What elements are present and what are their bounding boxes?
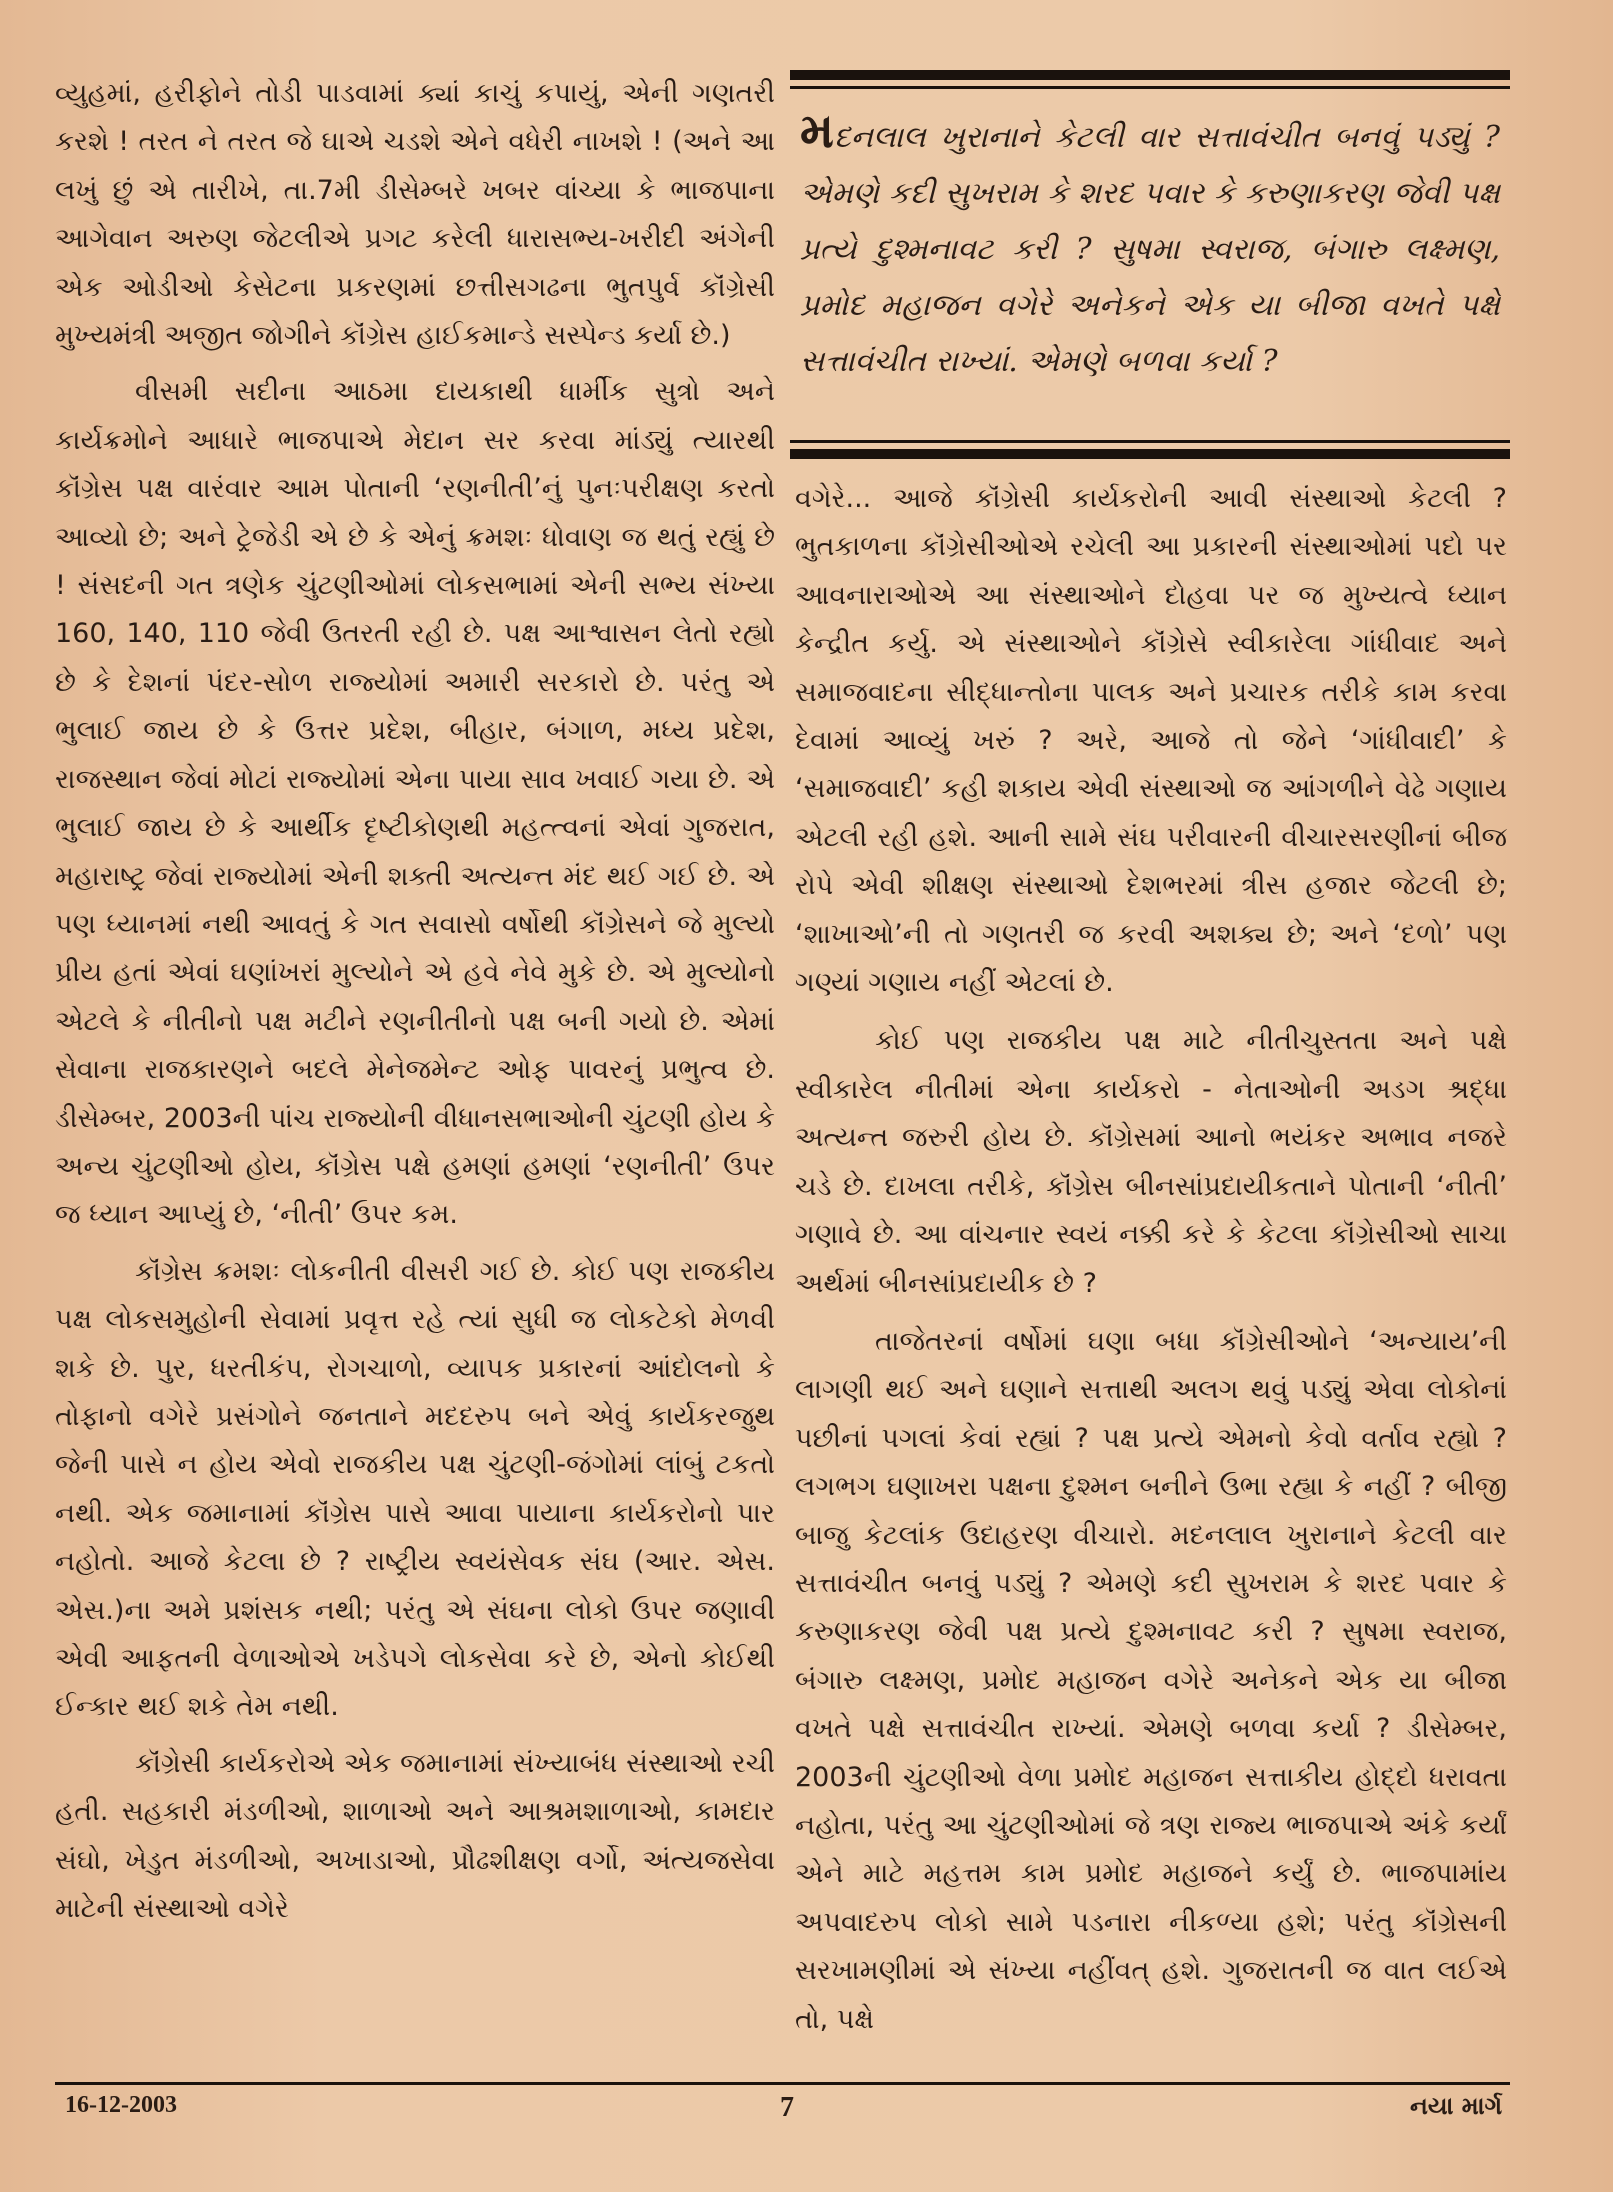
magazine-name: નયા માર્ગ: [1410, 2092, 1503, 2120]
body-paragraph: વગેરે... આજે કૉંગ્રેસી કાર્યકરોની આવી સંસ્થાઓ કેટલી ? ભુતકાળના કૉંગ્રેસીઓએ રચેલી આ પ્રકારની સંસ્થાઓમાં પદો પર આવનારાઓએ આ સંસ્થાઓને દોહવા પર જ મુખ્યત્વે ધ્યાન કેન્દ્રીત કર્યુ. એ સંસ્થાઓને કૉંગ્રેસે સ્વીકારેલા ગાંધીવાદ અને સમાજવાદના સીદ્ધાન્તોના પાલક અને પ્રચારક તરીકે કામ કરવા દેવામાં આવ્યું ખરું ? અરે, આજે તો જેને ‘ગાંધીવાદી’ કે ‘સમાજવાદી’ કહી શકાય એવી સંસ્થાઓ જ આંગળીને વેઢે ગણાય એટલી રહી હશે. આની સામે સંઘ પરીવારની વીચારસરણીનાં બીજ રોપે એવી શીક્ષણ સંસ્થાઓ દેશભરમાં ત્રીસ હજાર જેટલી છે; ‘શાખાઓ’ની તો ગણતરી જ કરવી અશક્ય છે; અને ‘દળો’ પણ ગણ્યાં ગણાય નહીં એટલાં છે.: [795, 483, 1507, 999]
thin-rule: [790, 440, 1510, 443]
body-paragraph: વીસમી સદીના આઠમા દાયકાથી ધાર્મીક સુત્રો અને કાર્યક્રમોને આધારે ભાજપાએ મેદાન સર કરવા માંડ્યું ત્યારથી કૉંગ્રેસ પક્ષ વારંવાર આમ પોતાની ‘રણનીતી’નું પુનઃપરીક્ષણ કરતો આવ્યો છે; અને ટ્રેજેડી એ છે કે એનું ક્રમશઃ ધોવાણ જ થતું રહ્યું છે ! સંસદની ગત ત્રણેક ચુંટણીઓમાં લોકસભામાં એની સભ્ય સંખ્યા 160, 140, 110 જેવી ઉતરતી રહી છે. પક્ષ આશ્વાસન લેતો રહ્યો છે કે દેશનાં પંદર-સોળ રાજ્યોમાં અમારી સરકારો છે. પરંતુ એ ભુલાઈ જાય છે કે ઉત્તર પ્રદેશ, બીહાર, બંગાળ, મધ્ય પ્રદેશ, રાજસ્થાન જેવાં મોટાં રાજ્યોમાં એના પાયા સાવ ખવાઈ ગયા છે. એ ભુલાઈ જાય છે કે આર્થીક દૃષ્ટીકોણથી મહત્ત્વનાં એવાં ગુજરાત, મહારાષ્ટ્ર જેવાં રાજ્યોમાં એની શક્તી અત્યન્ત મંદ થઈ ગઈ છે. એ પણ ધ્યાનમાં નથી આવતું કે ગત સવાસો વર્ષોથી કૉંગ્રેસને જે મુલ્યો પ્રીય હતાં એવાં ઘણાંખરાં મુલ્યોને એ હવે નેવે મુકે છે. એ મુલ્યોનો એટલે કે નીતીનો પક્ષ મટીને રણનીતીનો પક્ષ બની ગયો છે. એમાં સેવાના રાજકારણને બદલે મેનેજમેન્ટ ઓફ પાવરનું પ્રભુત્વ છે. ડીસેમ્બર, 2003ની પાંચ રાજ્યોની વીધાનસભાઓની ચુંટણી હોય કે અન્ય ચુંટણીઓ હોય, કૉંગ્રેસ પક્ષે હમણાં હમણાં ‘રણનીતી’ ઉપર જ ધ્યાન આપ્યું છે, ‘નીતી’ ઉપર કમ.: [55, 376, 775, 1231]
footer-rule: [55, 2082, 1510, 2085]
pull-quote-text: દનલાલ ખુરાનાને કેટલી વાર સત્તાવંચીત બનવું પડ્યું ? એમણે કદી સુખરામ કે શરદ પવાર કે કરુણાકરણ જેવી પક્ષ પ્રત્યે દુશ્મનાવટ કરી ? સુષમા સ્વરાજ, બંગારુ લક્ષ્મણ, પ્રમોદ મહાજન વગેરે અનેકને એક યા બીજા વખતે પક્ષે સત્તાવંચીત રાખ્યાં. એમણે બળવા કર્યા ?: [800, 120, 1500, 379]
pull-quote-top-rule: [790, 70, 1510, 89]
thick-rule: [790, 449, 1510, 459]
pull-quote: [800, 103, 1500, 390]
page-number: 7: [780, 2092, 794, 2123]
body-paragraph: વ્યુહમાં, હરીફોને તોડી પાડવામાં ક્યાં કાચું કપાયું, એની ગણતરી કરશે ! તરત ને તરત જે ઘાએ ચડશે એને વધેરી નાખશે ! (અને આ લખું છું એ તારીખે, તા.7મી ડીસેમ્બરે ખબર વાંચ્યા કે ભાજપાના આગેવાન અરુણ જેટલીએ પ્રગટ કરેલી ધારાસભ્ય-ખરીદી અંગેની એક ઓડીઓ કેસેટના પ્રકરણમાં છત્તીસગઢના ભુતપુર્વ કૉંગ્રેસી મુખ્યમંત્રી અજીત જોગીને કૉંગ્રેસ હાઈકમાન્ડે સસ્પેન્ડ કર્યા છે.): [55, 78, 775, 352]
left-column: [55, 70, 775, 1933]
thick-rule: [790, 70, 1510, 80]
body-paragraph: કૉંગ્રેસ ક્રમશઃ લોકનીતી વીસરી ગઈ છે. કોઈ પણ રાજકીય પક્ષ લોકસમુહોની સેવામાં પ્રવૃત્ત રહે ત્યાં સુધી જ લોકટેકો મેળવી શકે છે. પુર, ધરતીકંપ, રોગચાળો, વ્યાપક પ્રકારનાં આંદોલનો કે તોફાનો વગેરે પ્રસંગોને જનતાને મદદરુપ બને એવું કાર્યકરજુથ જેની પાસે ન હોય એવો રાજકીય પક્ષ ચુંટણી-જંગોમાં લાંબું ટકતો નથી. એક જમાનામાં કૉંગ્રેસ પાસે આવા પાયાના કાર્યકરોનો પાર નહોતો. આજે કેટલા છે ? રાષ્ટ્રીય સ્વયંસેવક સંઘ (આર. એસ. એસ.)ના અમે પ્રશંસક નથી; પરંતુ એ સંઘના લોકો ઉપર જણાવી એવી આફતની વેળાઓએ ખડેપગે લોકસેવા કરે છે, એનો કોઈથી ઈન્કાર થઈ શકે તેમ નથી.: [55, 1255, 775, 1723]
right-column: [795, 475, 1507, 2044]
body-paragraph: કોઈ પણ રાજકીય પક્ષ માટે નીતીચુસ્તતા અને પક્ષે સ્વીકારેલ નીતીમાં એના કાર્યકરો - નેતાઓની અડગ શ્રદ્ધા અત્યન્ત જરુરી હોય છે. કૉંગ્રેસમાં આનો ભયંકર અભાવ નજરે ચડે છે. દાખલા તરીકે, કૉંગ્રેસ બીનસાંપ્રદાયીકતાને પોતાની ‘નીતી’ ગણાવે છે. આ વાંચનાર સ્વયં નક્કી કરે કે કેટલા કૉંગ્રેસીઓ સાચા અર્થમાં બીનસાંપ્રદાયીક છે ?: [795, 1025, 1507, 1299]
thin-rule: [790, 86, 1510, 89]
pull-quote-bottom-rule: [790, 440, 1510, 459]
body-paragraph: કૉંગ્રેસી કાર્યકરોએ એક જમાનામાં સંખ્યાબંધ સંસ્થાઓ રચી હતી. સહકારી મંડળીઓ, શાળાઓ અને આશ્રમશાળાઓ, કામદાર સંઘો, ખેડુત મંડળીઓ, અખાડાઓ, પ્રૌઢશીક્ષણ વર્ગો, અંત્યજસેવા માટેની સંસ્થાઓ વગેરે: [55, 1747, 775, 1925]
pull-quote-dropcap: મ: [800, 103, 834, 159]
body-paragraph: તાજેતરનાં વર્ષોમાં ઘણા બધા કૉંગ્રેસીઓને ‘અન્યાય’ની લાગણી થઈ અને ઘણાને સત્તાથી અલગ થવું પડ્યું એવા લોકોનાં પછીનાં પગલાં કેવાં રહ્યાં ? પક્ષ પ્રત્યે એમનો કેવો વર્તાવ રહ્યો ? લગભગ ઘણાખરા પક્ષના દુશ્મન બનીને ઉભા રહ્યા કે નહીં ? બીજી બાજુ કેટલાંક ઉદાહરણ વીચારો. મદનલાલ ખુરાનાને કેટલી વાર સત્તાવંચીત બનવું પડ્યું ? એમણે કદી સુખરામ કે શરદ પવાર કે કરુણાકરણ જેવી પક્ષ પ્રત્યે દુશ્મનાવટ કરી ? સુષમા સ્વરાજ, બંગારુ લક્ષ્મણ, પ્રમોદ મહાજન વગેરે અનેકને એક યા બીજા વખતે પક્ષે સત્તાવંચીત રાખ્યાં. એમણે બળવા કર્યા ? ડીસેમ્બર, 2003ની ચુંટણીઓ વેળા પ્રમોદ મહાજન સત્તાકીય હોદ્દો ધરાવતા નહોતા, પરંતુ આ ચુંટણીઓમાં જે ત્રણ રાજ્ય ભાજપાએ અંકે કર્યાં એને માટે મહત્તમ કામ પ્રમોદ મહાજને કર્યું છે. ભાજપામાંય અપવાદરુપ લોકો સામે પડનારા નીકળ્યા હશે; પરંતુ કૉંગ્રેસની સરખામણીમાં એ સંખ્યા નહીંવત્ હશે. ગુજરાતની જ વાત લઈએ તો, પક્ષે: [795, 1325, 1507, 2035]
issue-date: 16-12-2003: [65, 2092, 177, 2118]
